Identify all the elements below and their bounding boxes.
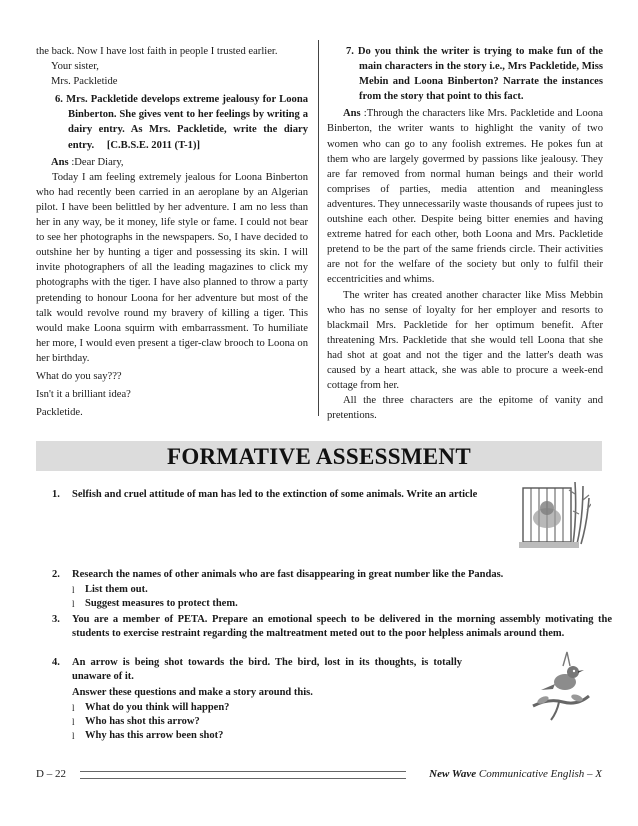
diary-line-idea: Isn't it a brilliant idea? — [36, 389, 131, 401]
page-number: D – 22 — [36, 768, 66, 780]
answer-7-paragraph-1 — [327, 106, 603, 287]
letter-closing: Your sister, — [51, 61, 99, 73]
fa-question-2 — [52, 568, 612, 612]
fa-question-2-text: Research the names of other animals who are fast disappearing in great number like the Pandas. — [72, 569, 504, 580]
formative-assessment-banner — [36, 441, 602, 471]
fa-q4-instruction: Answer these questions and make a story around this. — [72, 687, 313, 699]
right-column — [327, 44, 603, 423]
question-6-text: Mrs. Packletide develops extreme jealousy for Loona Binberton. She gives vent to her feelings by writing a dairy entry. As Mrs. Packletide, write the diary entry. — [66, 94, 309, 151]
fa-question-1-text: Selfish and cruel attitude of man has led to the extinction of some animals. Write an article — [72, 489, 478, 500]
fa-question-4 — [52, 656, 462, 743]
diary-signature: Packletide. — [36, 407, 83, 419]
bird-on-branch-illustration — [529, 646, 593, 722]
answer-7-paragraph-2: The writer has created another character like Miss Mebbin who has no sense of loyalty for her employer and resorts to blackmail Mrs. Packletide for her optimum benefit. After threatening Mrs. Packletide that she would tell Loona that she had shot at goat and not the tiger and the latter's death was caused by a heart attack, she was able to procure a week-end cottage from her. — [327, 289, 603, 392]
diary-entry-paragraph: Today I am feeling extremely jealous for Loona Binberton who had recently been carried in an aeroplane by an Algerian pilot. I have been belittled by her adventure. I am no less than her in any way, be it money, life style or fame. I could not bear to see her photographs in the newspapers. So, I have decided to outshine her by hunting a tiger and possessing its skin. I will invite photographers of all the leading magazines to click my photographs with the tiger. I have also planned to throw a party pretending to honour Loona for her adventure but most of the talk would revolve round my bravery of killing a tiger. This would make Loona squirm with embarrassment. To humiliate her more, I would even present a tiger-claw brooch to Loona on her birthday. — [36, 171, 308, 364]
fa-q2-bullet-2 — [72, 597, 612, 611]
fa-question-4-number: 4. — [52, 657, 60, 668]
fa-q2-bullet-1 — [72, 583, 612, 597]
fa-q4-bullet-3 — [72, 729, 462, 743]
question-7 — [327, 44, 603, 104]
fa-question-3 — [52, 613, 612, 641]
fa-q4-bullet-1 — [72, 701, 462, 715]
bullet-icon: l — [72, 599, 75, 610]
answer-7-text-1: :Through the characters like Mrs. Packletide and Loona Binberton, the writer wants to highlight the vanity of two women who can go to any foolish extremes. He pokes fun at them who are largely govermed by passions like jealousy. They are far removed from normal human beings and their world comprises of parties, media attention and meaningless adventures. They unnecessarily waste thousands of rupees just to outshine each other. Despite being bitter enemies and having extreme hatred for each other, both Loona and Mrs. Packletide pretend to be the part of the same friends circle. Their activities are not for the welfare of the society but only to fulfil their eccentricities and whims. — [327, 108, 603, 286]
fa-question-3-text: You are a member of PETA. Prepare an emotional speech to be delivered in the morning assembly motivating the students to exercise restraint regarding the maltreatment meted out to the poor helpless animals around them. — [72, 614, 612, 640]
fa-question-1-number: 1. — [52, 489, 60, 500]
banner-title: FORMATIVE ASSESSMENT — [166, 444, 471, 469]
answer-6-salutation: :Dear Diary, — [71, 156, 124, 168]
fa-q2-bullet-2-text: Suggest measures to protect them. — [85, 598, 238, 610]
book-title — [429, 768, 602, 780]
question-6-number: 6. — [55, 94, 63, 106]
footer-rule — [80, 771, 406, 779]
question-7-text: Do you think the writer is trying to make fun of the main characters in the story i.e., Mrs Packletide, Miss Mebin and Loona Binberton? Narrate the instances from the story that point to this fact. — [357, 46, 603, 103]
answer-label: Ans — [343, 108, 361, 120]
fa-question-3-number: 3. — [52, 614, 60, 625]
fa-q2-bullet-1-text: List them out. — [85, 584, 148, 596]
fa-q4-bullet-2 — [72, 715, 462, 729]
left-column — [36, 44, 308, 420]
fa-q4-bullet-2-text: Who has shot this arrow? — [85, 715, 200, 727]
letter-signature: Mrs. Packletide — [51, 76, 118, 88]
fa-question-2-number: 2. — [52, 569, 60, 580]
question-6 — [36, 92, 308, 152]
fa-question-4-text: An arrow is being shot towards the bird. The bird, lost in its thoughts, is totally unaware of it. — [72, 657, 462, 683]
answer-7-paragraph-3: All the three characters are the epitome of vanity and pretentions. — [327, 395, 603, 422]
brand-name: New Wave — [429, 768, 477, 780]
bullet-icon: l — [72, 731, 75, 742]
book-title-text: Communicative English – X — [478, 768, 602, 780]
answer-label: Ans — [51, 156, 69, 168]
diary-line-what: What do you say??? — [36, 370, 122, 382]
answer-6-opening — [36, 155, 308, 170]
question-6-reference: [C.B.S.E. 2011 (T-1)] — [106, 139, 201, 151]
continued-letter-line: the back. Now I have lost faith in people I trusted earlier. — [36, 46, 278, 57]
bullet-icon: l — [72, 716, 75, 727]
column-divider — [318, 40, 319, 416]
fa-q4-bullet-3-text: Why has this arrow been shot? — [85, 730, 224, 742]
fa-question-1 — [52, 488, 502, 502]
bullet-icon: l — [72, 585, 75, 596]
fa-q4-bullet-1-text: What do you think will happen? — [85, 701, 230, 713]
bullet-icon: l — [72, 702, 75, 713]
caged-animal-illustration — [517, 474, 591, 552]
question-7-number: 7. — [346, 46, 354, 57]
page-footer — [36, 768, 602, 782]
